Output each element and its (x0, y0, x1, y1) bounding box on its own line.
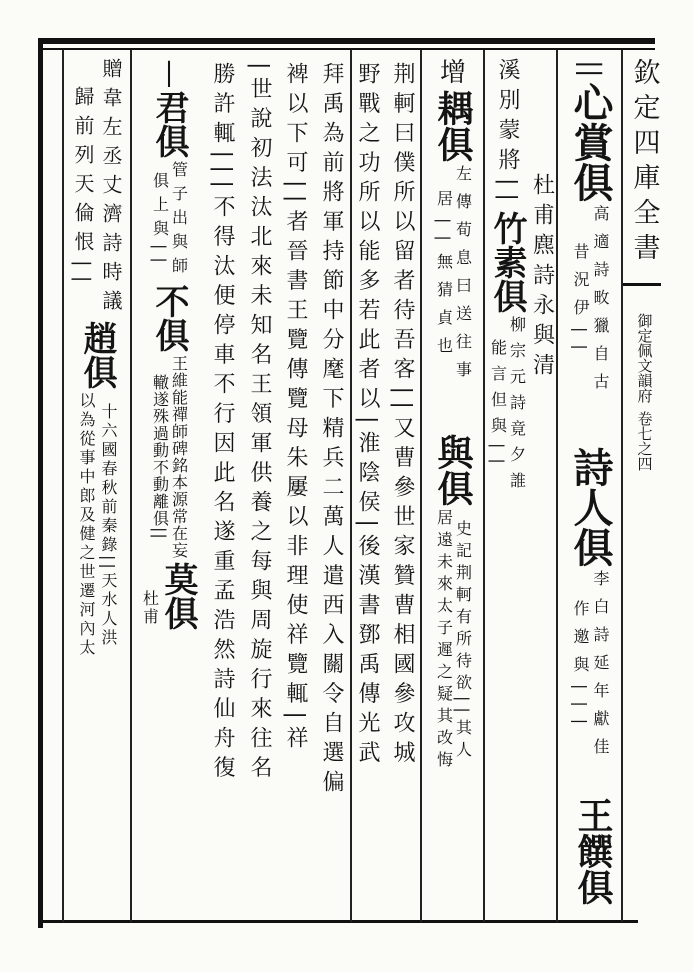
annotation: 轍遂殊過動不動離俱|| (150, 374, 170, 540)
body-text: |世說初法汰北來未知名王領軍供養之每與周旋行來往名 (247, 62, 272, 785)
column-rule (621, 50, 623, 922)
headword: 詩人俱 (567, 447, 614, 567)
ditto-marks: | (164, 58, 174, 88)
annotation: 柳宗元詩竟夕誰 (507, 315, 527, 498)
body-text: 勝許輒|||不得汰便停車不行因此名遂重孟浩然詩仙舟復 (210, 62, 235, 786)
column-rule (420, 50, 422, 922)
section-label-text: 御定佩文韻府 (635, 313, 654, 403)
column-rule (483, 50, 485, 922)
quote-text: 歸前列天倫恨|| (71, 85, 95, 292)
annotation: 甫 (142, 607, 159, 626)
spine-divider (621, 283, 661, 286)
headword: 不俱 (149, 284, 189, 352)
book-title (627, 58, 661, 268)
ditto-marks: || (575, 60, 605, 78)
text-column (350, 62, 384, 770)
annotation: 十六國春秋前秦錄||天水人洪 (99, 402, 118, 648)
column-rule (556, 50, 558, 922)
volume-label-text: 卷七之四 (635, 411, 654, 471)
annotation: 杜 (142, 589, 159, 608)
headword: 心賞俱 (567, 81, 614, 202)
headword: 莫俱 (158, 562, 198, 630)
entry-column (424, 58, 482, 390)
headword: 竹素俱 (487, 210, 527, 313)
quote-text: 溪別蒙將|| (495, 58, 520, 209)
body-text: 野戰之功所以能多若此者以|淮陰侯|後漢書鄧禹傳光武 (355, 62, 380, 771)
section-label (630, 312, 658, 404)
entry-column (560, 445, 620, 767)
entry-column (424, 432, 482, 774)
body-text: 裨以下可||者晉書王覽傳覽母朱屢以非理使祥覽輒|祥 (283, 62, 308, 756)
frame-bottom-border (38, 920, 638, 923)
text-column (205, 62, 239, 785)
quote-text: 贈韋左丞丈濟詩時議 (99, 58, 123, 319)
annotation: 高適詩畋獵自古 (591, 204, 610, 401)
column-rule (130, 50, 132, 922)
text-column (385, 62, 419, 770)
body-text: 拜禹為前將軍持節中分麾下精兵二萬人遣西入關令自選偏 (319, 62, 344, 800)
headword: 耦俱 (432, 90, 474, 162)
entry-column (134, 58, 204, 632)
annotation: 能言但與|| (488, 339, 508, 475)
entry-column (560, 58, 620, 402)
increment-mark: 增 (439, 58, 466, 88)
annotation: 作邀與||| (571, 599, 590, 737)
headword: 王饌俱 (572, 797, 614, 905)
annotation: 以為從事中郎及健之世遷河內太 (77, 392, 96, 658)
annotation: 王維能禪師碑銘本源常在妄 (169, 355, 189, 559)
entry-column (568, 795, 618, 907)
headword: 君俱 (149, 90, 189, 158)
annotation: 居||無猜貞也 (434, 189, 454, 365)
text-column (314, 62, 348, 800)
text-column (278, 62, 312, 756)
book-title-text: 欽定四庫全書 (628, 58, 660, 268)
frame-left-border (38, 38, 43, 928)
text-column (242, 62, 276, 785)
annotation: 昔況伊|| (571, 243, 590, 362)
body-text: 荆軻曰僕所以留者待吾客||又曹參世家贊曹相國參攻城 (390, 62, 415, 771)
annotation: 俱上與|| (150, 171, 170, 271)
annotation: 管子出與師 (169, 161, 189, 281)
annotation: 史記荆軻有所待欲||其人 (453, 519, 473, 763)
entry-column (64, 58, 130, 659)
headword: 趙俱 (77, 321, 117, 389)
volume-label (632, 410, 656, 472)
quote-text: 杜甫麃詩永與清 (529, 173, 555, 384)
headword: 與俱 (432, 434, 474, 506)
annotation: 李白詩延年獻佳 (591, 570, 610, 766)
annotation: 居遠未來太子遲之疑其改悔 (434, 509, 454, 773)
frame-top-border (38, 38, 655, 44)
entry-column (488, 58, 554, 499)
annotation: 左傳荀息曰送往事 (453, 165, 473, 389)
